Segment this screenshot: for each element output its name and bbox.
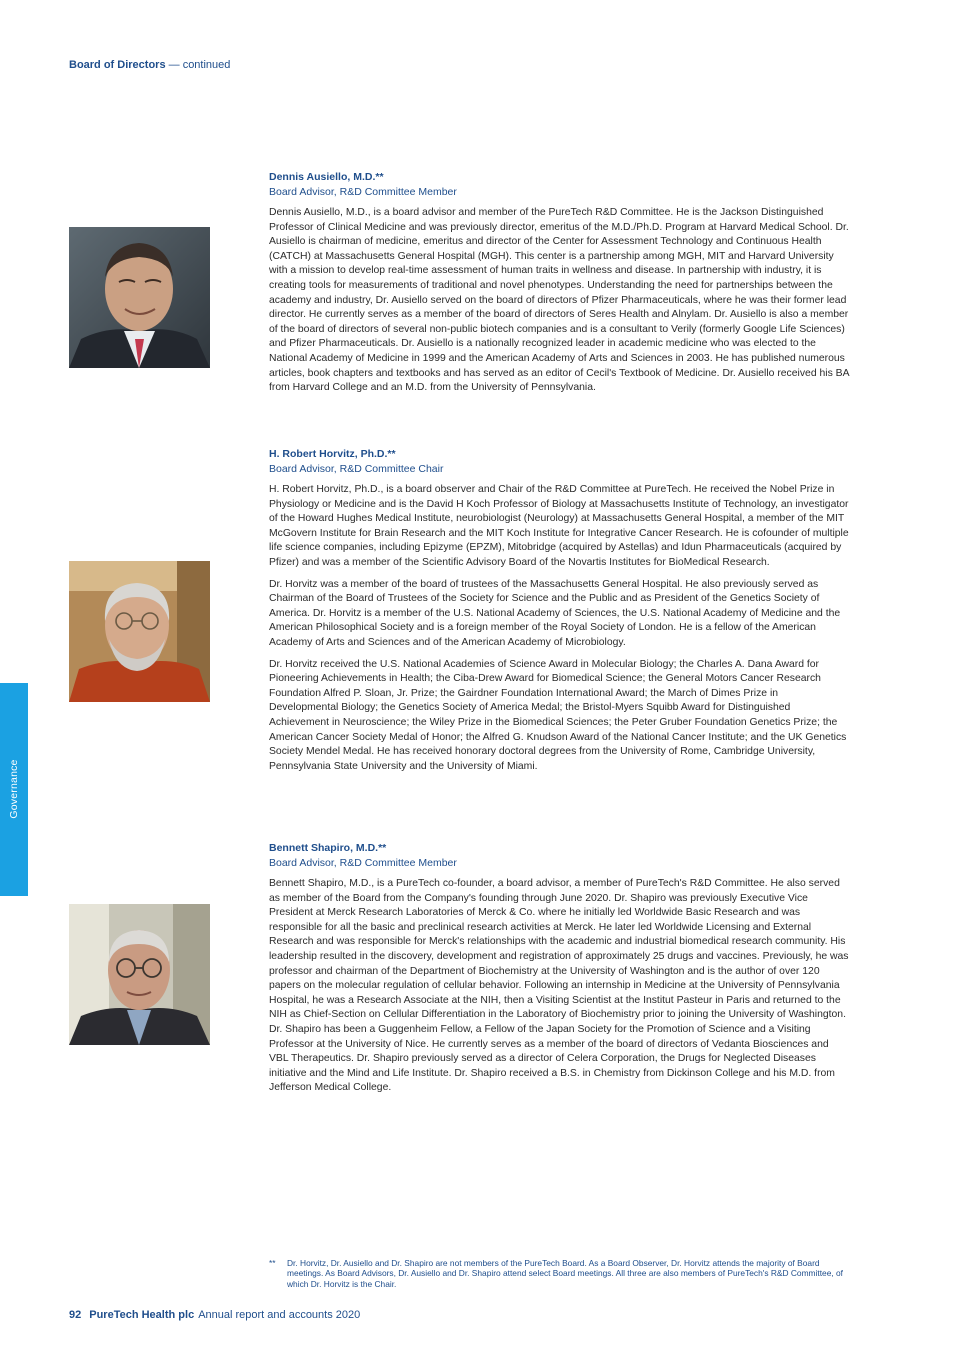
- footnote-text: Dr. Horvitz, Dr. Ausiello and Dr. Shapiro are not members of the PureTech Board. As a Board Observer, Dr. Horvitz attends the majority of Board meetings. As Board Advisors, Dr. Ausiello and Dr. Shapiro attend select Board meetings. All three are also members of PureTech's R&D Committee, of which Dr. Horvitz is the Chair.: [287, 1258, 844, 1289]
- page-number: 92: [69, 1309, 82, 1321]
- bio-paragraph: Dr. Horvitz received the U.S. National Academies of Science Award in Molecular Biology; the Charles A. Dana Award for Pioneering Achievements in Health; the Ciba-Drew Award for Biomedical Science; the General Motors Cancer Research Foundation Alfred P. Sloan, Jr. Prize; the Gairdner Foundation International Award; the March of Dimes Prize in Developmental Biology; the Genetics Society of America Medal; the Bristol-Myers Squibb Award for Distinguished Achievement in Neuroscience; the Wiley Prize in the Biomedical Sciences; the Peter Gruber Foundation Genetics Prize; the American Cancer Society Medal of Honor; the Alfred G. Knudson Award of the National Cancer Institute; and the UK Genetics Society Mendel Medal. He has received honorary doctoral degrees from the University of Rome, Cambridge University, Pennsylvania State University and the University of Miami.: [269, 658, 847, 772]
- person-name: H. Robert Horvitz, Ph.D.**: [269, 448, 396, 460]
- page-footer: [69, 1309, 360, 1321]
- portrait-bennett-shapiro: [69, 904, 210, 1045]
- portrait-h-robert-horvitz: [69, 561, 210, 702]
- section-title: Board of Directors: [69, 59, 166, 71]
- side-tab-label: Governance: [8, 759, 20, 819]
- bio-paragraph: H. Robert Horvitz, Ph.D., is a board observer and Chair of the R&D Committee at PureTech. He received the Nobel Prize in Physiology or Medicine and is the David H Koch Professor of Biology at Massachusetts Institute of Technology, an investigator of the Howard Hughes Medical Institute, neurobiologist (Neurology) at Massachusetts General Hospital, a member of the MIT McGovern Institute for Brain Research and the MIT Koch Institute for Integrative Cancer Research. He is cofounder of multiple life science companies, including Epizyme (EPZM), Mitobridge (acquired by Astellas) and Idun Pharmaceuticals (acquired by Pfizer) and was a member of the Scientific Advisory Board of the Novartis Institutes for BioMedical Research.: [269, 484, 849, 568]
- bio-dennis-ausiello: [269, 170, 849, 403]
- bio-bennett-shapiro: [269, 841, 849, 1103]
- bio-paragraph: Dennis Ausiello, M.D., is a board advisor and member of the PureTech R&D Committee. He is the Jackson Distinguished Professor of Clinical Medicine and was previously director, emeritus of the M.D./Ph.D. Program at Harvard Medical School. Dr. Ausiello is chairman of medicine, emeritus and director of the Center for Assessment Technology and Continuous Health (CATCH) at Massachusetts General Hospital (MGH). This center is a partnership among MGH, MIT and Harvard University with a mission to develop real-time assessment of human traits in wellness and disease. In partnership with industry, it is creating tools for measurements of traditional and novel phenotypes. Understanding the need for partnerships between the academy and industry, Dr. Ausiello served on the board of directors of Pfizer Pharmaceuticals, where he was their former lead director. He currently serves as a member of the board of directors of Seres Health and Alnylam. Dr. Ausiello is also a member of the board of directors of several non-public biotech companies and is a consultant to Verily (formerly Google Life Sciences) and Pfizer Pharmaceuticals. Dr. Ausiello is a nationally recognized leader in academic medicine who was elected to the National Academy of Medicine in 1999 and the American Academy of Arts and Sciences in 2003. He has published numerous articles, book chapters and textbooks and has served as an editor of Cecil's Textbook of Medicine. Dr. Ausiello received his BA from Harvard College and an M.D. from the University of Pennsylvania.: [269, 207, 849, 394]
- running-head: [69, 59, 230, 71]
- footnote-mark: **: [269, 1258, 276, 1268]
- person-name: Bennett Shapiro, M.D.**: [269, 842, 387, 854]
- governance-side-tab[interactable]: [0, 683, 28, 896]
- bio-paragraph: Bennett Shapiro, M.D., is a PureTech co-founder, a board advisor, a member of PureTech's R&D Committee. He also served as member of the Board from the Company's founding through June 2020. Dr. Shapiro was previously Executive Vice President at Merck Research Laboratories of Merck & Co. where he initially led Worldwide Basic Research and was responsible for all the basic and preclinical research activities at Merck. He later led Worldwide Licensing and External Research and was responsible for Merck's relationships with the academic and industrial biomedical research community. His leadership resulted in the discovery, development and registration of approximately 25 drugs and vaccines. Previously, he was professor and chairman of the Department of Biochemistry at the University of Washington and is the author of over 120 papers on the molecular regulation of cellular behavior. Following an internship in Medicine at the University of Pennsylvania Hospital, he was a Research Associate at the NIH, then a Visiting Scientist at the Institut Pasteur in Paris and returned to the NIH as Chief-Section on Cellular Differentiation in the Laboratory of Biochemistry prior to joining the University of Washington. Dr. Shapiro has been a Guggenheim Fellow, a Fellow of the Japan Society for the Promotion of Science and a Visiting Professor at the University of Nice. He currently serves as a member of the board of directors of Vedanta Biosciences and VBL Therapeutics. Dr. Shapiro previously served as a director of Celera Corporation, the Drugs for Neglected Diseases initiative and the Mind and Life Institute. Dr. Shapiro received a B.S. in Chemistry from Dickinson College and his M.D. from Jefferson Medical College.: [269, 878, 849, 1094]
- person-role: Board Advisor, R&D Committee Member: [269, 185, 457, 198]
- footer-publication: Annual report and accounts 2020: [198, 1309, 361, 1321]
- continued-label: — continued: [165, 59, 231, 71]
- bio-h-robert-horvitz: [269, 447, 849, 781]
- person-role: Board Advisor, R&D Committee Chair: [269, 462, 444, 475]
- portrait-dennis-ausiello: [69, 227, 210, 368]
- bio-paragraph: Dr. Horvitz was a member of the board of trustees of the Massachusetts General Hospital. He also previously served as Chairman of the Board of Trustees of the Society for Science and the Public and as President of the Genetics Society of America. Dr. Horvitz is a member of the U.S. National Academy of Sciences, the U.S. National Academy of Medicine and the American Philosophical Society and is a foreign member of the Royal Society of London. He is a fellow of the American Academy of Arts and Sciences and of the American Academy of Microbiology.: [269, 578, 841, 648]
- person-name: Dennis Ausiello, M.D.**: [269, 171, 384, 183]
- person-role: Board Advisor, R&D Committee Member: [269, 856, 457, 869]
- footer-org: PureTech Health plc: [89, 1309, 195, 1321]
- footnote: [269, 1258, 849, 1289]
